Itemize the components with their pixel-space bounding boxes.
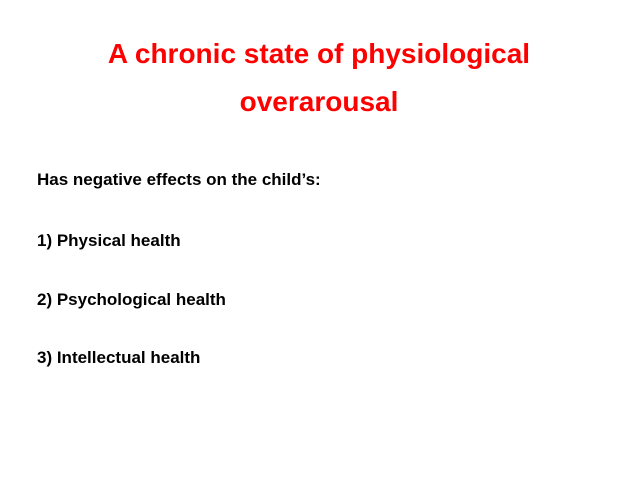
intro-text: Has negative effects on the child’s:: [37, 170, 321, 189]
list-item-physical-health: 1) Physical health: [37, 231, 181, 250]
list-item-intellectual-health: 3) Intellectual health: [37, 348, 201, 367]
slide-title-line-1: A chronic state of physiological: [107, 38, 531, 69]
slide-title-line-2: overarousal: [239, 86, 399, 117]
list-item-psychological-health: 2) Psychological health: [37, 290, 226, 309]
slide-title: [0, 30, 638, 126]
